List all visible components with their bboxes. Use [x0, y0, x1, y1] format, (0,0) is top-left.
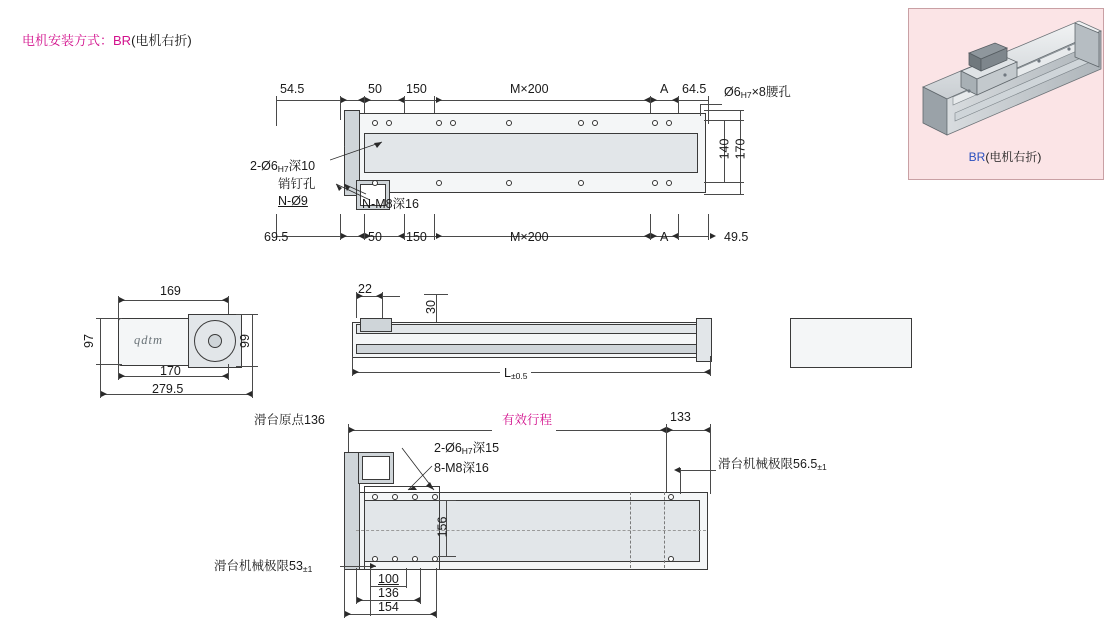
limit-right-text: 滑台机械极限$56.5_{\pm 1}$	[718, 457, 827, 472]
end-dim-97: 97	[81, 334, 96, 348]
front-dim-length-text: $L_{\pm 0.5}$	[504, 366, 528, 381]
bottom-dim-69-5: 69.5	[264, 230, 289, 244]
callout-n-d9: N-Ø9	[278, 194, 308, 208]
brand-logo: qdtm	[134, 333, 163, 347]
top-dim-140: 140	[717, 138, 732, 160]
bottom-dim-150: 150	[406, 230, 427, 244]
bottom-dim-50: 50	[368, 230, 382, 244]
bottom-dim-100: 100	[378, 572, 399, 586]
callout-slot-text: $Ø6_{H7}\times 8$腰孔	[724, 85, 791, 100]
limit-left-label	[214, 556, 312, 574]
callout-pin-hole-text1: $2-Ø6_{H7}$深10	[250, 159, 316, 174]
n-m8-leader	[330, 182, 370, 198]
end-dim-279-5: 279.5	[152, 382, 184, 396]
motor-mount-prefix	[22, 30, 192, 49]
top-dim-170: 170	[733, 138, 748, 160]
motor-mount-value: BR	[113, 33, 132, 48]
front-view-bottom-rail	[356, 344, 706, 354]
top-dim-a: A	[660, 82, 669, 96]
pin-callout-leader	[330, 140, 390, 166]
front-view-top-rail	[356, 324, 706, 334]
end-view-motor-hub	[208, 334, 222, 348]
callout-slot	[724, 82, 791, 100]
top-view-inner-rail	[364, 133, 698, 173]
end-dim-170: 170	[160, 364, 181, 378]
front-view-carriage	[360, 318, 392, 332]
effective-stroke-label: 有效行程	[502, 413, 553, 427]
placeholder-box	[790, 318, 912, 368]
callout-pin-hole-line1	[250, 156, 315, 174]
bottom-dim-136: 136	[378, 586, 399, 600]
callout-bottom-thread: 8-M8深16	[434, 461, 489, 475]
bottom-dim-133: 133	[670, 410, 691, 424]
bottom-dim-156: 156	[435, 516, 450, 538]
bottom-view-motor-face	[362, 456, 390, 480]
callout-bottom-pin-text: $2-Ø6_{H7}$深15	[434, 441, 500, 456]
bottom-dim-154: 154	[378, 600, 399, 614]
limit-right-label	[718, 454, 827, 472]
preview-caption	[908, 148, 1102, 165]
callout-pin-hole-line2: 销钉孔	[278, 177, 316, 191]
top-dim-64-5: 64.5	[682, 82, 707, 96]
top-dim-150: 150	[406, 82, 427, 96]
limit-left-text: 滑台机械极限$53_{\pm 1}$	[214, 559, 313, 574]
top-dim-mx200: M×200	[510, 82, 549, 96]
end-dim-169: 169	[160, 284, 181, 298]
front-dim-22: 22	[358, 282, 372, 296]
motor-mount-note: (电机右折)	[131, 33, 192, 48]
preview-label: BR	[968, 150, 986, 164]
carriage-origin-label: 滑台原点136	[254, 413, 325, 427]
front-dim-30: 30	[423, 300, 438, 314]
callout-n-m8: N-M8深16	[362, 197, 419, 211]
front-dim-length	[500, 366, 531, 381]
callout-bottom-pin	[434, 438, 499, 456]
bottom-dim-mx200: M×200	[510, 230, 549, 244]
end-dim-99: 99	[237, 334, 252, 348]
preview-note: (电机右折)	[985, 150, 1042, 164]
bottom-dim-49-5: 49.5	[724, 230, 749, 244]
top-dim-54-5: 54.5	[280, 82, 305, 96]
bottom-dim-a: A	[660, 230, 669, 244]
bottom-thread-leader	[404, 462, 438, 494]
top-dim-50: 50	[368, 82, 382, 96]
motor-mount-prefix-text: 电机安装方式：	[22, 33, 114, 48]
